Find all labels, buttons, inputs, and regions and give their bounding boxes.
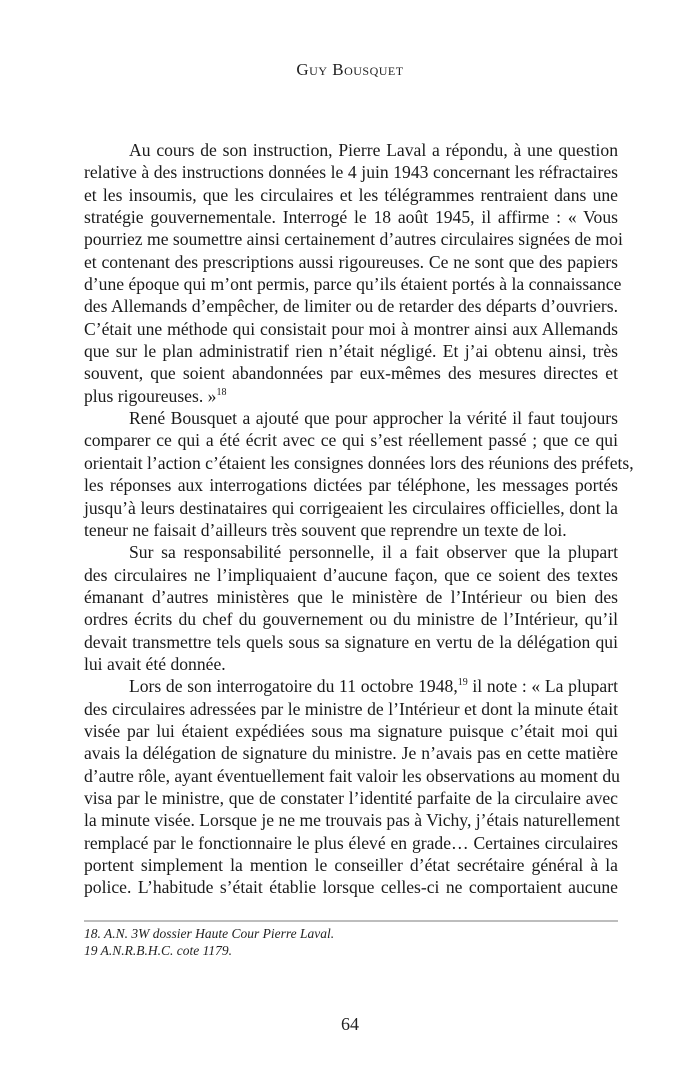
text-line: Au cours de son instruction, Pierre Laval a répondu, à une question [129, 140, 618, 160]
text-line: d’autre rôle, ayant éventuellement fait valoir les observations au moment du [84, 765, 620, 786]
text-line: devait transmettre tels quels sous sa signature en vertu de la délégation qui [84, 631, 618, 652]
text-line: jusqu’à leurs destinataires qui corrigeaient les circulaires officielles, dont la [84, 497, 618, 518]
text-line [84, 675, 618, 697]
text-line: police. L’habitude s’était établie lorsque celles-ci ne comportaient aucune [84, 877, 618, 898]
text-fragment: il note : « La plupart [467, 676, 618, 697]
footnote-ref-18[interactable]: 18 [216, 386, 227, 398]
text-line: lui avait été donnée. [84, 653, 226, 674]
text-line: stratégie gouvernementale. Interrogé le 18 août 1945, il affirme : « Vous [84, 207, 618, 228]
text-line: orientait l’action c’étaient les consignes données lors des réunions des préfets, [84, 452, 634, 473]
text-line: d’une époque qui m’ont permis, parce qu’ils étaient portés à la connaissance [84, 274, 622, 295]
text-line: la minute visée. Lorsque je ne me trouvais pas à Vichy, j’étais naturellement [84, 810, 620, 831]
text-fragment: Lors de son interrogatoire du 11 octobre 1948, [129, 676, 458, 697]
paragraph [84, 139, 623, 407]
paragraph [84, 675, 618, 898]
text-line [84, 385, 618, 407]
text-fragment: plus rigoureuses. » [84, 385, 217, 406]
footnote-divider [84, 920, 618, 922]
text-line: souvent, que soient abandonnées par eux-mêmes des mesures directes et [84, 363, 618, 384]
paragraph [84, 407, 634, 541]
text-line: visa par le ministre, que de constater l’identité parfaite de la circulaire avec [84, 787, 618, 808]
footnote-ref-19[interactable]: 19 [457, 677, 468, 689]
text-line: avais la délégation de signature du ministre. Je n’avais pas en cette matière [84, 743, 618, 764]
paragraph [84, 541, 618, 675]
text-line: C’était une méthode qui consistait pour moi à montrer ainsi aux Allemands [84, 318, 618, 339]
text-line: pourriez me soumettre ainsi certainement d’autres circulaires signées de moi [84, 229, 623, 250]
body-text [84, 139, 634, 899]
text-line: ordres écrits du chef du gouvernement ou du ministre de l’Intérieur, qu’il [84, 609, 618, 630]
text-line: teneur ne faisait d’ailleurs très souvent que reprendre un texte de loi. [84, 519, 567, 540]
text-line: portent simplement la mention le conseiller d’état secrétaire général à la [84, 855, 618, 875]
running-head: Guy Bousquet [296, 60, 404, 79]
text-line: et contenant des prescriptions aussi rigoureuses. Ce ne sont que des papiers [84, 251, 618, 272]
text-line: des Allemands d’empêcher, de limiter ou de retarder des départs d’ouvriers. [84, 296, 618, 317]
text-line: des circulaires ne l’impliquaient d’aucune façon, que ce soient des textes [84, 564, 618, 585]
text-line: René Bousquet a ajouté que pour approcher la vérité il faut toujours [129, 408, 618, 429]
text-line: Sur sa responsabilité personnelle, il a fait observer que la plupart [129, 542, 618, 563]
text-line: remplacé par le fonctionnaire le plus élevé en grade… Certaines circulaires [84, 832, 618, 853]
text-line: les réponses aux interrogations dictées par téléphone, les messages portés [84, 475, 618, 496]
footnote-18: 18. A.N. 3W dossier Haute Cour Pierre Laval. [84, 926, 335, 941]
text-line: que sur le plan administratif rien n’était négligé. Et j’ai obtenu ainsi, très [84, 341, 618, 362]
text-line: relative à des instructions données le 4 juin 1943 concernant les réfractaires [84, 162, 618, 183]
text-line: visée par lui étaient expédiées sous ma signature puisque c’était moi qui [84, 720, 618, 741]
page-number: 64 [341, 1014, 359, 1034]
footnote-19: 19 A.N.R.B.H.C. cote 1179. [84, 943, 232, 958]
text-line: et les insoumis, que les circulaires et les télégrammes rentraient dans une [84, 184, 618, 205]
text-line: émanant d’autres ministères que le ministère de l’Intérieur ou bien des [84, 586, 618, 607]
text-line: comparer ce qui a été écrit avec ce qui s’est réellement passé ; que ce qui [84, 430, 618, 451]
text-line: des circulaires adressées par le ministre de l’Intérieur et dont la minute était [84, 698, 618, 719]
footnotes [84, 925, 618, 959]
